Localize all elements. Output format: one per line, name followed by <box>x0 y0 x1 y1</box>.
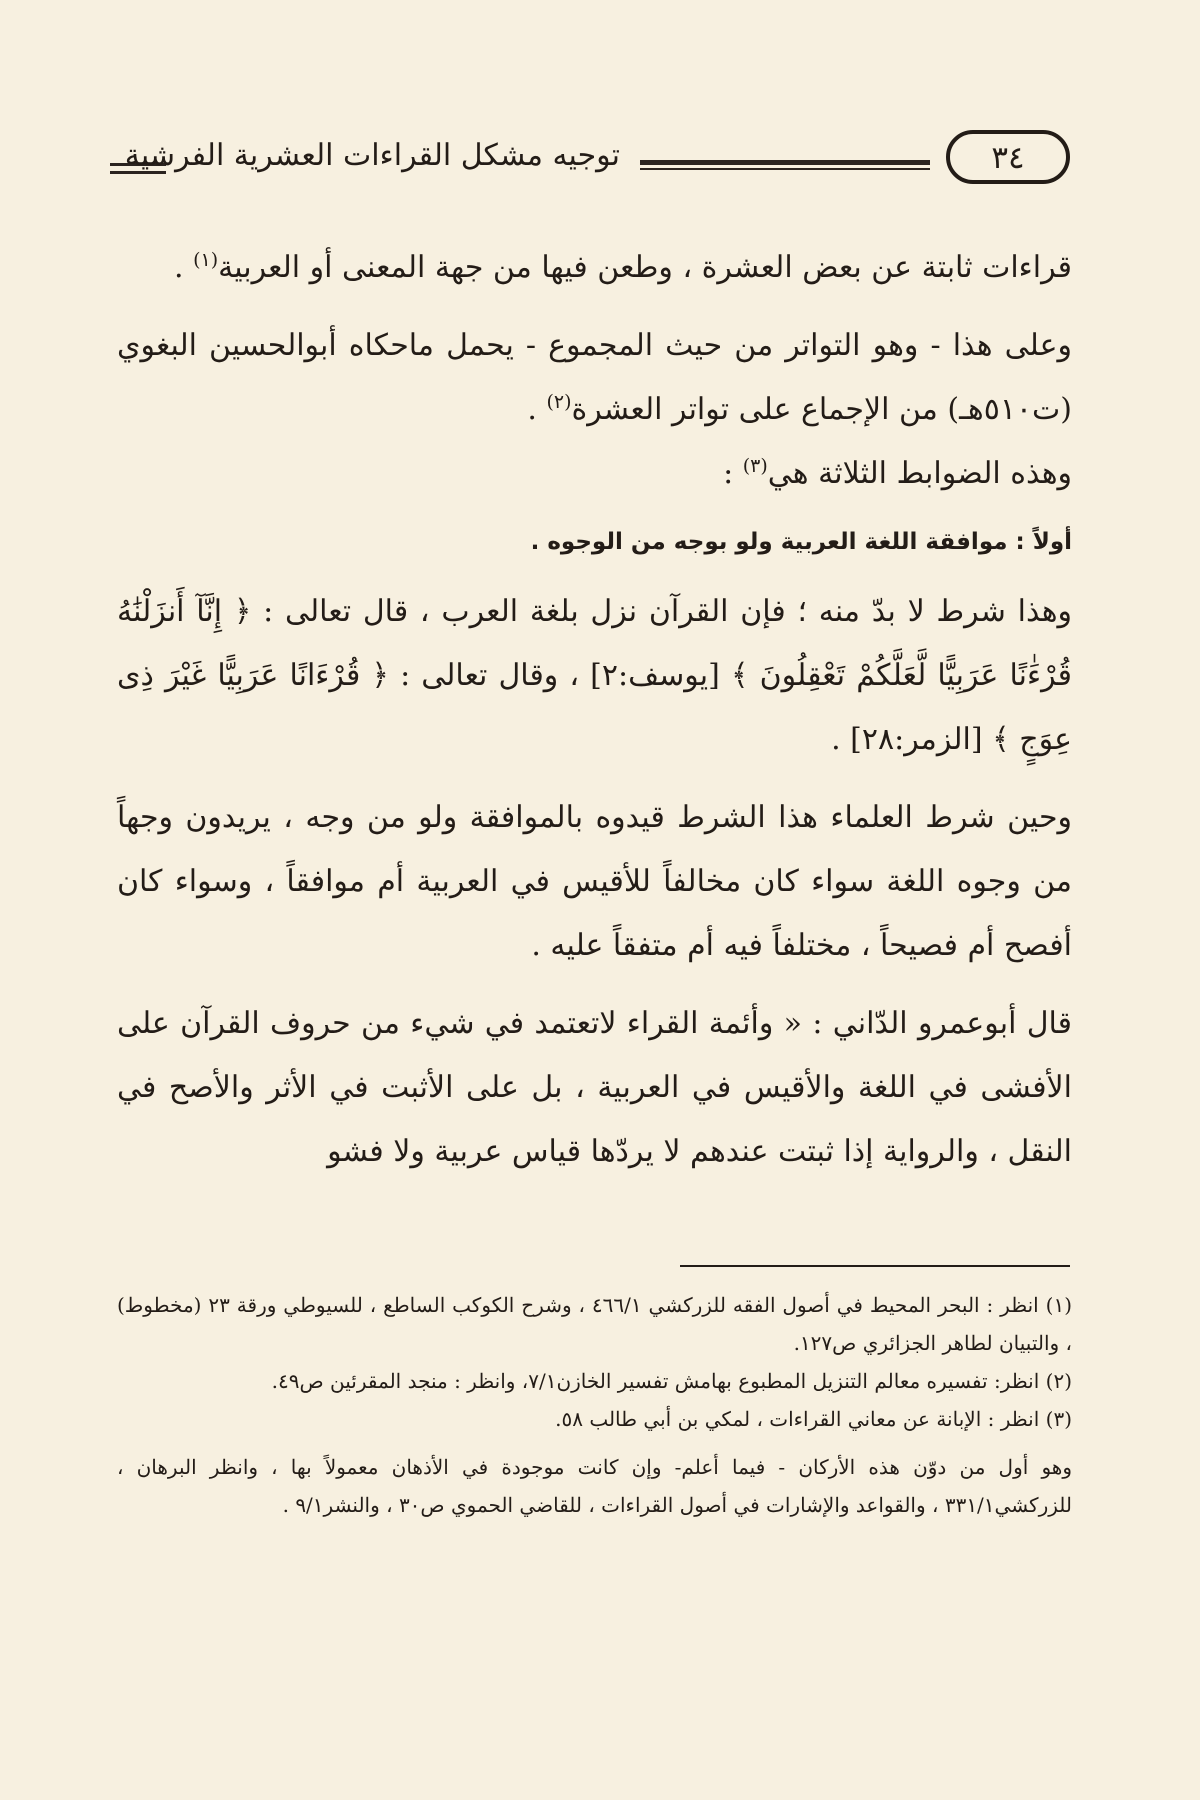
paragraph-3-text: وهذه الضوابط الثلاثة هي <box>767 456 1072 491</box>
footnote-ref-1: (١) <box>193 249 219 271</box>
header-rule-right-2 <box>640 168 930 170</box>
paragraph-4: وهذا شرط لا بدّ منه ؛ فإن القرآن نزل بلغة العرب ، قال تعالى : ﴿ إِنَّآ أَنزَلْنَٰهُ قُرْءَٰنًا عَرَبِيًّا لَّعَلَّكُمْ تَعْقِلُونَ ﴾ [يوسف:٢] ، وقال تعالى : ﴿ قُرْءَانًا عَرَبِيًّا غَيْرَ ذِى عِوَجٍ ﴾ [الزمر:٢٨] . <box>117 594 1073 757</box>
paragraph-6: قال أبوعمرو الدّاني : « وأئمة القراء لاتعتمد في شيء من حروف القرآن على الأفشى في اللغة والأقيس في العربية ، بل على الأثبت في الأثر والأصح في النقل ، والرواية إذا ثبتت عندهم لا يردّها قياس عربية ولا فشو <box>117 1006 1072 1169</box>
section-heading: أولاً : موافقة اللغة العربية ولو بوجه من الوجوه . <box>530 529 1072 555</box>
footnote-separator <box>680 1265 1070 1267</box>
running-header <box>110 128 1070 198</box>
paragraph-1-end: . <box>174 250 194 285</box>
footnote-3-continuation: وهو أول من دوّن هذه الأركان - فيما أعلم- وإن كانت موجودة في الأذهان معمولاً بها ، وانظر البرهان ، للزركشي٣٣١/١ ، والقواعد والإشارات في أصول القراءات ، للقاضي الحموي ص٣٠ ، والنشر٩/١ . <box>117 1455 1072 1517</box>
running-title: توجيه مشكل القراءات العشرية الفرشية <box>124 138 620 173</box>
paragraph-1-text: قراءات ثابتة عن بعض العشرة ، وطعن فيها من جهة المعنى أو العربية <box>218 250 1072 285</box>
footnote-ref-3: (٣) <box>742 455 768 477</box>
footnote-2: (٢) انظر: تفسيره معالم التنزيل المطبوع بهامش تفسير الخازن٧/١، وانظر : منجد المقرئين ص٤٩. <box>271 1369 1072 1393</box>
paragraph-5: وحين شرط العلماء هذا الشرط قيدوه بالموافقة ولو من وجه ، يريدون وجهاً من وجوه اللغة سواء كان مخالفاً للأقيس في العربية أم موافقاً ، وسواء كان أفصح أم فصيحاً ، مختلفاً فيه أم متفقاً عليه . <box>117 800 1072 963</box>
footnote-ref-2: (٢) <box>546 391 572 413</box>
footnote-1: (١) انظر : البحر المحيط في أصول الفقه للزركشي ٤٦٦/١ ، وشرح الكوكب الساطع ، للسيوطي ورقة ٢٣ (مخطوط) ، والتبيان لطاهر الجزائري ص١٢٧. <box>117 1293 1073 1355</box>
paragraph-1 <box>117 236 1072 300</box>
paragraph-2 <box>117 314 1072 442</box>
footnotes <box>117 1286 1072 1524</box>
paragraph-2-text: وعلى هذا - وهو التواتر من حيث المجموع - يحمل ماحكاه أبوالحسين البغوي (ت٥١٠هـ) من الإجماع على تواتر العشرة <box>117 328 1072 427</box>
paragraph-3 <box>117 442 1072 506</box>
paragraph-3-end: : <box>723 456 743 491</box>
footnote-3: (٣) انظر : الإبانة عن معاني القراءات ، لمكي بن أبي طالب ٥٨. <box>555 1407 1072 1431</box>
header-rule-right <box>640 160 930 165</box>
main-text <box>117 236 1072 1184</box>
paragraph-2-end: . <box>527 392 547 427</box>
page-number: ٣٤ <box>946 130 1070 184</box>
